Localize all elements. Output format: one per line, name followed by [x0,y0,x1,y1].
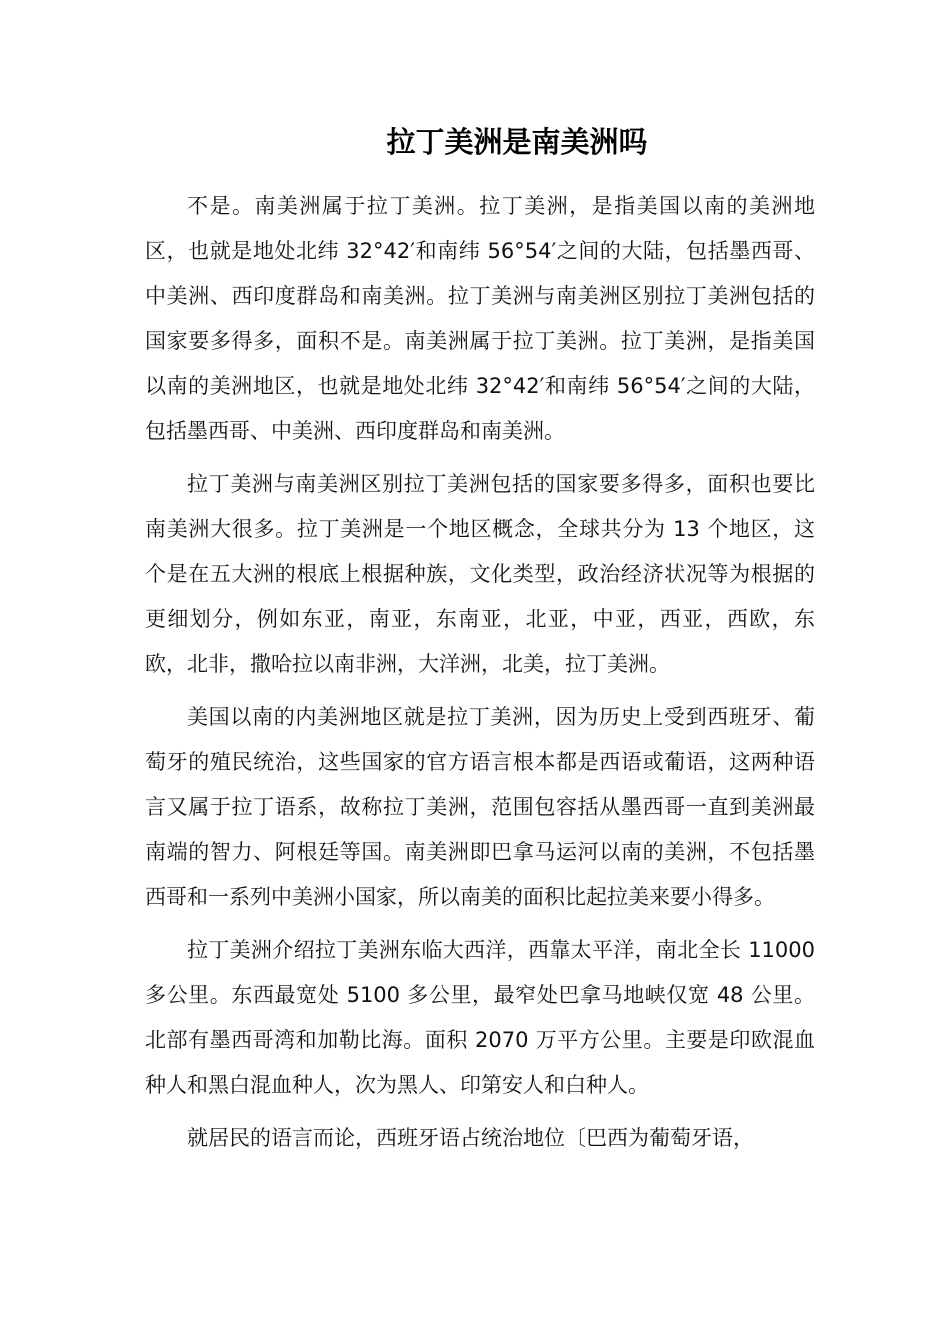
paragraph-5: 就居民的语言而论，西班牙语占统治地位〔巴西为葡萄牙语， [187,1126,754,1150]
paragraph-2: 拉丁美洲与南美洲区别拉丁美洲包括的国家要多得多，面积也要比南美洲大很多。拉丁美洲是一个地区概念，全球共分为 13 个地区，这个是在五大洲的根底上根据种族，文化类型，政治经济状况等为根据的更细划分，例如东亚，南亚，东南亚，北亚，中亚，西亚，西欧，东欧，北非，撒哈拉以南非洲，大洋洲，北美，拉丁美洲。 [145,472,815,676]
paragraph-4: 拉丁美洲介绍拉丁美洲东临大西洋，西靠太平洋，南北全长 11000 多公里。东西最宽处 5100 多公里，最窄处巴拿马地峡仅宽 48 公里。北部有墨西哥湾和加勒比海。面积 2070 万平方公里。主要是印欧混血种人和黑白混血种人，次为黑人、印第安人和白种人。 [145,938,815,1097]
document-body [145,118,815,1169]
paragraph-1: 不是。南美洲属于拉丁美洲。拉丁美洲，是指美国以南的美洲地区，也就是地处北纬 32°42′和南纬 56°54′之间的大陆，包括墨西哥、中美洲、西印度群岛和南美洲。拉丁美洲与南美洲区别拉丁美洲包括的国家要多得多，面积不是。南美洲属于拉丁美洲。拉丁美洲，是指美国以南的美洲地区，也就是地处北纬 32°42′和南纬 56°54′之间的大陆，包括墨西哥、中美洲、西印度群岛和南美洲。 [145,194,815,443]
paragraph-3: 美国以南的内美洲地区就是拉丁美洲，因为历史上受到西班牙、葡萄牙的殖民统治，这些国家的官方语言根本都是西语或葡语，这两种语言又属于拉丁语系，故称拉丁美洲，范围包容括从墨西哥一直到美洲最南端的智力、阿根廷等国。南美洲即巴拿马运河以南的美洲，不包括墨西哥和一系列中美洲小国家，所以南美的面积比起拉美来要小得多。 [145,705,815,909]
document-title: 拉丁美洲是南美洲吗 [386,125,648,159]
